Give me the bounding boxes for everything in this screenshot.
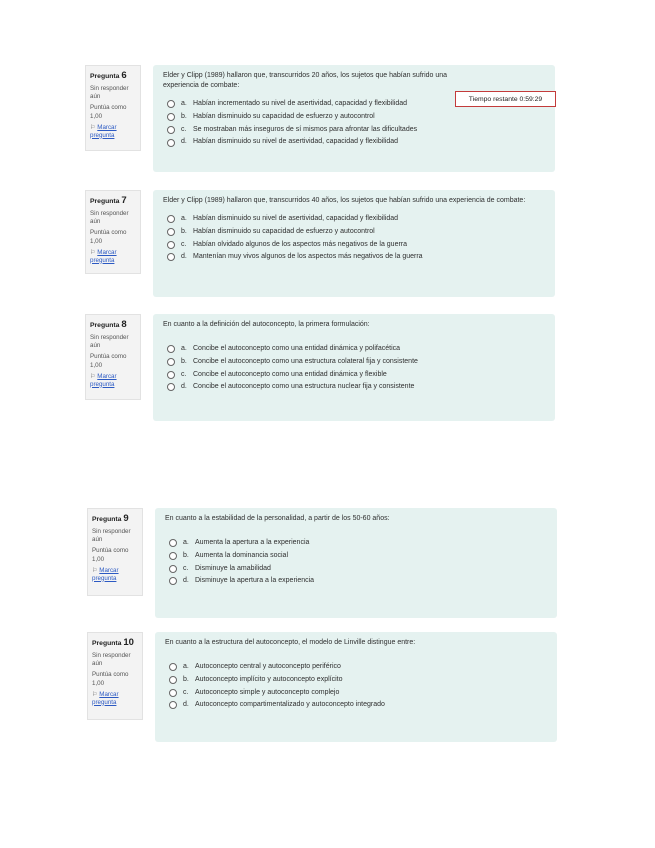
radio-icon[interactable] (169, 701, 177, 709)
radio-icon[interactable] (167, 383, 175, 391)
answer-option[interactable]: b. Habían disminuido su capacidad de esfuerzo y autocontrol (167, 112, 545, 122)
answer-option[interactable]: c. Habían olvidado algunos de los aspectos más negativos de la guerra (167, 240, 545, 250)
answer-option[interactable]: c. Disminuye la amabilidad (169, 564, 547, 574)
radio-icon[interactable] (167, 371, 175, 379)
answer-option[interactable]: b. Habían disminuido su capacidad de esfuerzo y autocontrol (167, 227, 545, 237)
flag-icon: ⚐ (90, 123, 96, 131)
answer-option[interactable]: a. Aumenta la apertura a la experiencia (169, 538, 547, 548)
question-info (85, 314, 141, 400)
flag-question-link[interactable]: ⚐ Marcar pregunta (90, 248, 117, 264)
answer-option[interactable]: c. Concibe el autoconcepto como una entidad dinámica y flexible (167, 370, 545, 380)
answer-option[interactable]: d. Habían disminuido su nivel de asertividad, capacidad y flexibilidad (167, 137, 545, 147)
answer-option[interactable]: c. Se mostraban más inseguros de sí mismos para afrontar las dificultades (167, 125, 545, 135)
radio-icon[interactable] (167, 358, 175, 366)
answer-option[interactable]: b. Autoconcepto implícito y autoconcepto explícito (169, 675, 547, 685)
time-remaining-badge: Tiempo restante 0:59:29 (455, 91, 556, 107)
radio-icon[interactable] (167, 345, 175, 353)
question-number: Pregunta 7 (90, 195, 127, 206)
question-text: Elder y Clipp (1989) hallaron que, transcurridos 40 años, los sujetos que habían sufrido una experiencia de combate: (163, 197, 526, 204)
question-score: Puntúa como 1,00 (92, 671, 129, 687)
question-info (87, 508, 143, 596)
radio-icon[interactable] (169, 565, 177, 573)
question-content (155, 508, 557, 618)
question-status: Sin responder aún (92, 652, 131, 668)
question-status: Sin responder aún (90, 334, 129, 350)
question-content (153, 190, 555, 297)
radio-icon[interactable] (167, 228, 175, 236)
radio-icon[interactable] (169, 676, 177, 684)
answer-option[interactable]: a. Habían incrementado su nivel de asertividad, capacidad y flexibilidad (167, 99, 545, 109)
radio-icon[interactable] (169, 539, 177, 547)
question-info (85, 65, 141, 151)
radio-icon[interactable] (167, 100, 175, 108)
question-number: Pregunta 8 (90, 319, 127, 330)
question-text: En cuanto a la definición del autoconcepto, la primera formulación: (163, 321, 370, 328)
question-number: Pregunta 9 (92, 513, 129, 524)
question-number: Pregunta 6 (90, 70, 127, 81)
question-text: En cuanto a la estructura del autoconcepto, el modelo de Linville distingue entre: (165, 639, 416, 646)
flag-icon: ⚐ (90, 248, 96, 256)
question-score: Puntúa como 1,00 (90, 353, 127, 369)
flag-icon: ⚐ (90, 372, 96, 380)
question-text: Elder y Clipp (1989) hallaron que, transcurridos 20 años, los sujetos que habían sufrido una experiencia de combate: (163, 72, 448, 90)
question-content (155, 632, 557, 742)
radio-icon[interactable] (167, 113, 175, 121)
radio-icon[interactable] (169, 577, 177, 585)
radio-icon[interactable] (167, 139, 175, 147)
question-score: Puntúa como 1,00 (90, 229, 127, 245)
question-score: Puntúa como 1,00 (90, 104, 127, 120)
radio-icon[interactable] (169, 663, 177, 671)
flag-question-link[interactable]: ⚐ Marcar pregunta (92, 566, 119, 582)
question-status: Sin responder aún (92, 528, 131, 544)
answer-option[interactable]: d. Mantenían muy vivos algunos de los aspectos más negativos de la guerra (167, 252, 545, 262)
question-info (85, 190, 141, 274)
answer-option[interactable]: a. Autoconcepto central y autoconcepto periférico (169, 662, 547, 672)
question-content (153, 314, 555, 421)
question-text: En cuanto a la estabilidad de la personalidad, a partir de los 50-60 años: (165, 515, 390, 522)
radio-icon[interactable] (167, 126, 175, 134)
radio-icon[interactable] (167, 253, 175, 261)
question-info (87, 632, 143, 720)
answer-option[interactable]: d. Concibe el autoconcepto como una estructura nuclear fija y consistente (167, 382, 545, 392)
flag-question-link[interactable]: ⚐ Marcar pregunta (90, 123, 117, 139)
question-status: Sin responder aún (90, 85, 129, 101)
flag-icon: ⚐ (92, 566, 98, 574)
question-score: Puntúa como 1,00 (92, 547, 129, 563)
question-content (153, 65, 555, 172)
radio-icon[interactable] (167, 241, 175, 249)
flag-question-link[interactable]: ⚐ Marcar pregunta (90, 372, 117, 388)
answer-option[interactable]: d. Autoconcepto compartimentalizado y autoconcepto integrado (169, 700, 547, 710)
answer-option[interactable]: a. Habían disminuido su nivel de asertividad, capacidad y flexibilidad (167, 214, 545, 224)
answer-option[interactable]: c. Autoconcepto simple y autoconcepto complejo (169, 688, 547, 698)
question-number: Pregunta 10 (92, 637, 134, 648)
radio-icon[interactable] (167, 215, 175, 223)
radio-icon[interactable] (169, 689, 177, 697)
question-status: Sin responder aún (90, 210, 129, 226)
answer-option[interactable]: a. Concibe el autoconcepto como una entidad dinámica y polifacética (167, 344, 545, 354)
answer-option[interactable]: d. Disminuye la apertura a la experiencia (169, 576, 547, 586)
radio-icon[interactable] (169, 552, 177, 560)
answer-option[interactable]: b. Aumenta la dominancia social (169, 551, 547, 561)
answer-option[interactable]: b. Concibe el autoconcepto como una estructura colateral fija y consistente (167, 357, 545, 367)
flag-question-link[interactable]: ⚐ Marcar pregunta (92, 690, 119, 706)
flag-icon: ⚐ (92, 690, 98, 698)
